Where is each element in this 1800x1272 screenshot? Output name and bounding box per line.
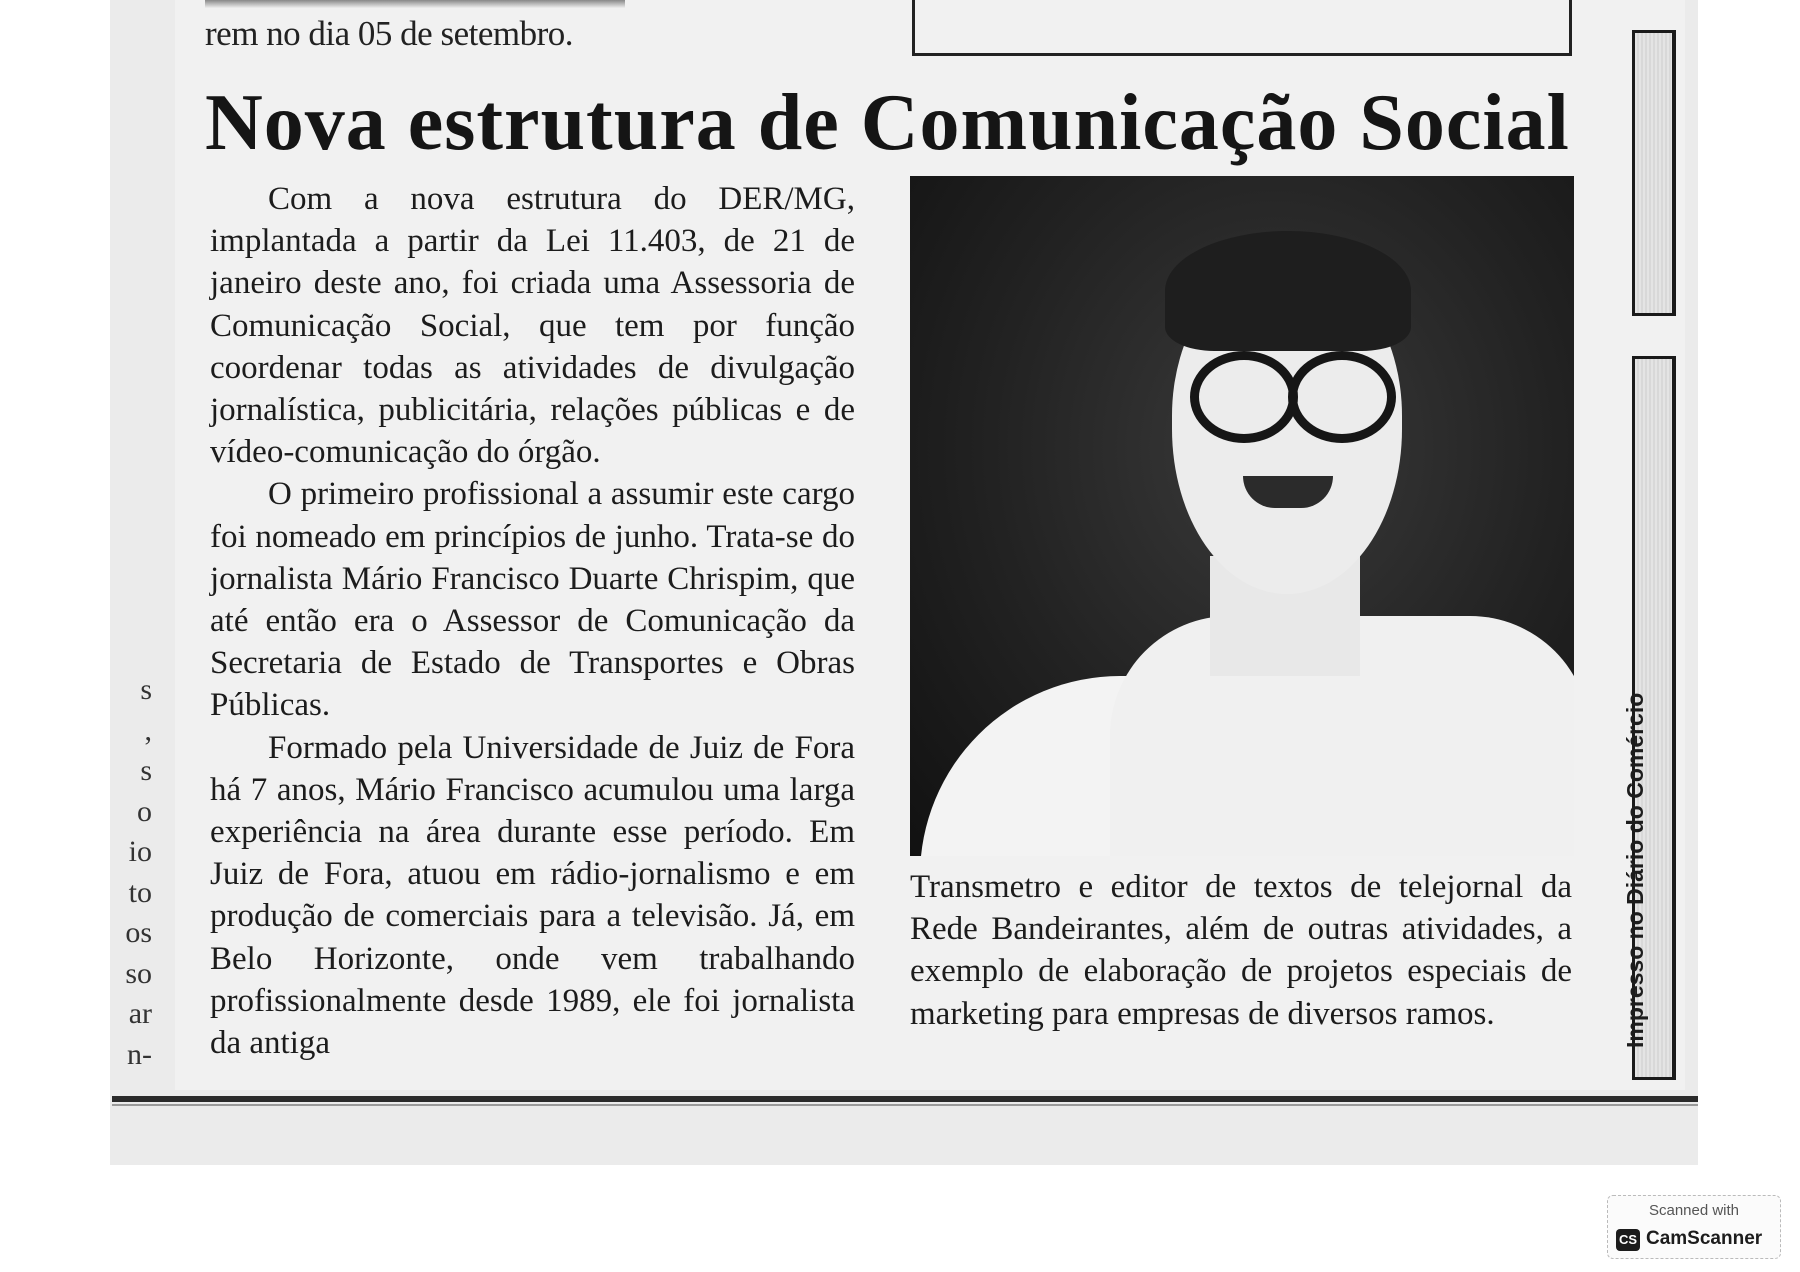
frame-notch xyxy=(1632,313,1676,359)
portrait-photo xyxy=(910,176,1574,856)
paragraph-1: Com a nova estrutura do DER/MG, implantada a partir da Lei 11.403, de 21 de janeiro deste ano, foi criada uma Assessoria de Comunicação Social, que tem por função coordenar todas as atividades de divulgação jornalística, publicitária, relações públicas e de vídeo-comunicação do órgão. xyxy=(210,181,855,471)
fragment-line: s xyxy=(140,673,152,706)
paragraph-3: Formado pela Universidade de Juiz de Fora há 7 anos, Mário Francisco acumulou uma larga experiência na área durante esse período. Em Juiz de Fora, atuou em rádio-jornalismo e em produção de comerciais para a televisão. Já, em Belo Horizonte, onde vem trabalhando profissionalmente desde 1989, ele foi jornalista da antiga xyxy=(210,729,855,1062)
photo-hair xyxy=(1165,231,1411,351)
fragment-line: n- xyxy=(127,1037,152,1071)
camscanner-logo-icon: CS xyxy=(1616,1229,1640,1251)
bottom-rule xyxy=(112,1096,1698,1102)
fragment-line: so xyxy=(125,956,152,990)
bottom-rule-shadow xyxy=(112,1104,1698,1106)
fragment-line: io xyxy=(128,835,152,868)
fragment-line: ar xyxy=(128,997,152,1030)
article-continuation xyxy=(910,866,1572,1035)
cut-off-text-line xyxy=(205,0,625,8)
previous-article-fragment: rem no dia 05 de setembro. xyxy=(205,14,574,53)
print-credit: Impresso no Diário do Comércio xyxy=(1622,692,1648,1048)
scanned-with-label: Scanned with xyxy=(1648,1202,1740,1219)
adjacent-box-border xyxy=(912,0,1572,56)
fragment-line: to xyxy=(128,875,152,909)
continuation-text: Transmetro e editor de textos de telejornal da Rede Bandeirantes, além de outras atividades, a exemplo de elaboração de projetos especiais de marketing para empresas de diversos ramos. xyxy=(910,869,1572,1032)
glasses-right-lens xyxy=(1288,351,1396,443)
camscanner-badge xyxy=(1607,1195,1781,1259)
fragment-line: s xyxy=(140,754,152,787)
paragraph-2: O primeiro profissional a assumir este cargo foi nomeado em princípios de junho. Trata-se do jornalista Mário Francisco Duarte Chrispim, que até então era o Assessor de Comunicação da Secretaria de Estado de Transportes e Obras Públicas. xyxy=(210,476,855,724)
glasses-left-lens xyxy=(1190,351,1298,443)
fragment-line: o xyxy=(137,794,152,828)
left-column-fragments xyxy=(112,670,152,1075)
fragment-line: os xyxy=(125,916,152,949)
article-headline: Nova estrutura de Comunicação Social xyxy=(205,79,1570,167)
article-body-column xyxy=(210,178,855,1064)
fragment-line: , xyxy=(144,713,152,747)
camscanner-brand: CamScanner xyxy=(1646,1228,1763,1249)
